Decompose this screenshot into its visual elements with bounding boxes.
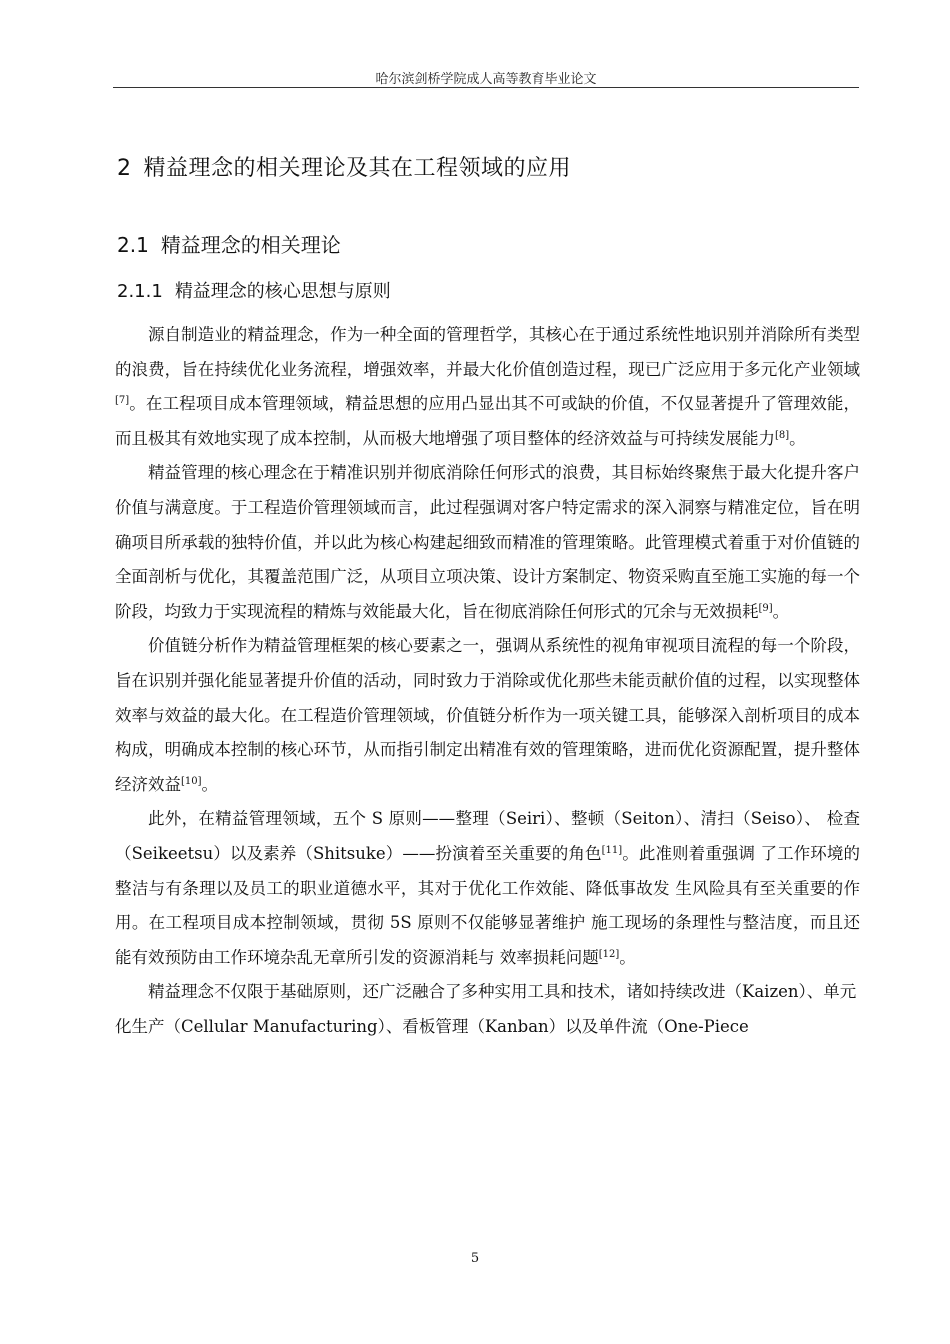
chapter-number: 2 [117,156,132,181]
section-heading [117,229,341,258]
citation: [8] [775,429,790,441]
citation: [9] [758,602,773,614]
citation: [11] [601,844,623,856]
subsection-number: 2.1.1 [117,281,163,302]
paragraph-5: 精益理念不仅限于基础原则，还广泛融合了多种实用工具和技术，诸如持续改进（Kaizen）、单元化生产（Cellular Manufacturing）、看板管理（Kanban）以及单件流（One-Piece [115,982,857,1036]
subsection-heading [117,277,391,303]
header-rule [113,87,859,88]
section-title: 精益理念的相关理论 [160,233,341,257]
body-text [115,318,860,1044]
paragraph-3: 价值链分析作为精益管理框架的核心要素之一，强调从系统性的视角审视项目流程的每一个阶段，旨在识别并强化能显著提升价值的活动，同时致力于消除或优化那些未能贡献价值的过程，以实现整体效率与效益的最大化。在工程造价管理领域，价值链分析作为一项关键工具，能够深入剖析项目的成本构成，明确成本控制的核心环节，从而指引制定出精准有效的管理策略，进而优化资源配置，提升整体经济效益[10]。 [115,636,860,794]
citation: [10] [181,775,202,787]
citation: [12] [598,948,620,960]
section-number: 2.1 [117,233,149,257]
subsection-title: 精益理念的核心思想与原则 [174,281,391,302]
paragraph-2: 精益管理的核心理念在于精准识别并彻底消除任何形式的浪费，其目标始终聚焦于最大化提升客户价值与满意度。于工程造价管理领域而言，此过程强调对客户特定需求的深入洞察与精准定位，旨在明确项目所承载的独特价值，并以此为核心构建起细致而精准的管理策略。此管理模式着重于对价值链的全面剖析与优化，其覆盖范围广泛，从项目立项决策、设计方案制定、物资采购直至施工实施的每一个阶段，均致力于实现流程的精炼与效能最大化，旨在彻底消除任何形式的冗余与无效损耗[9]。 [115,463,860,621]
paragraph-4: 此外，在精益管理领域，五个 S 原则——整理（Seiri）、整顿（Seiton）、清扫（Seiso）、 检查（Seikeetsu）以及素养（Shitsuke）——扮演着至关重要的角色[11]。此准则着重强调 了工作环境的整洁与有条理以及员工的职业道德水平，其对于优化工作效能、降低事故发 生风险具有至关重要的作用。在工程项目成本控制领域，贯彻 5S 原则不仅能够显著维护 施工现场的条理性与整洁度，而且还能有效预防由工作环境杂乱无章所引发的资源消耗与 效率损耗问题[12]。 [115,809,861,967]
chapter-title: 精益理念的相关理论及其在工程领域的应用 [143,156,572,181]
running-header: 哈尔滨剑桥学院成人高等教育毕业论文 [375,72,597,87]
page-number: 5 [470,1251,480,1266]
chapter-heading [117,151,571,182]
paragraph-1: 源自制造业的精益理念，作为一种全面的管理哲学，其核心在于通过系统性地识别并消除所有类型的浪费，旨在持续优化业务流程，增强效率，并最大化价值创造过程，现已广泛应用于多元化产业领域[7]。在工程项目成本管理领域，精益思想的应用凸显出其不可或缺的价值，不仅显著提升了管理效能，而且极其有效地实现了成本控制，从而极大地增强了项目整体的经济效益与可持续发展能力[8]。 [115,325,860,448]
citation: [7] [115,395,130,407]
